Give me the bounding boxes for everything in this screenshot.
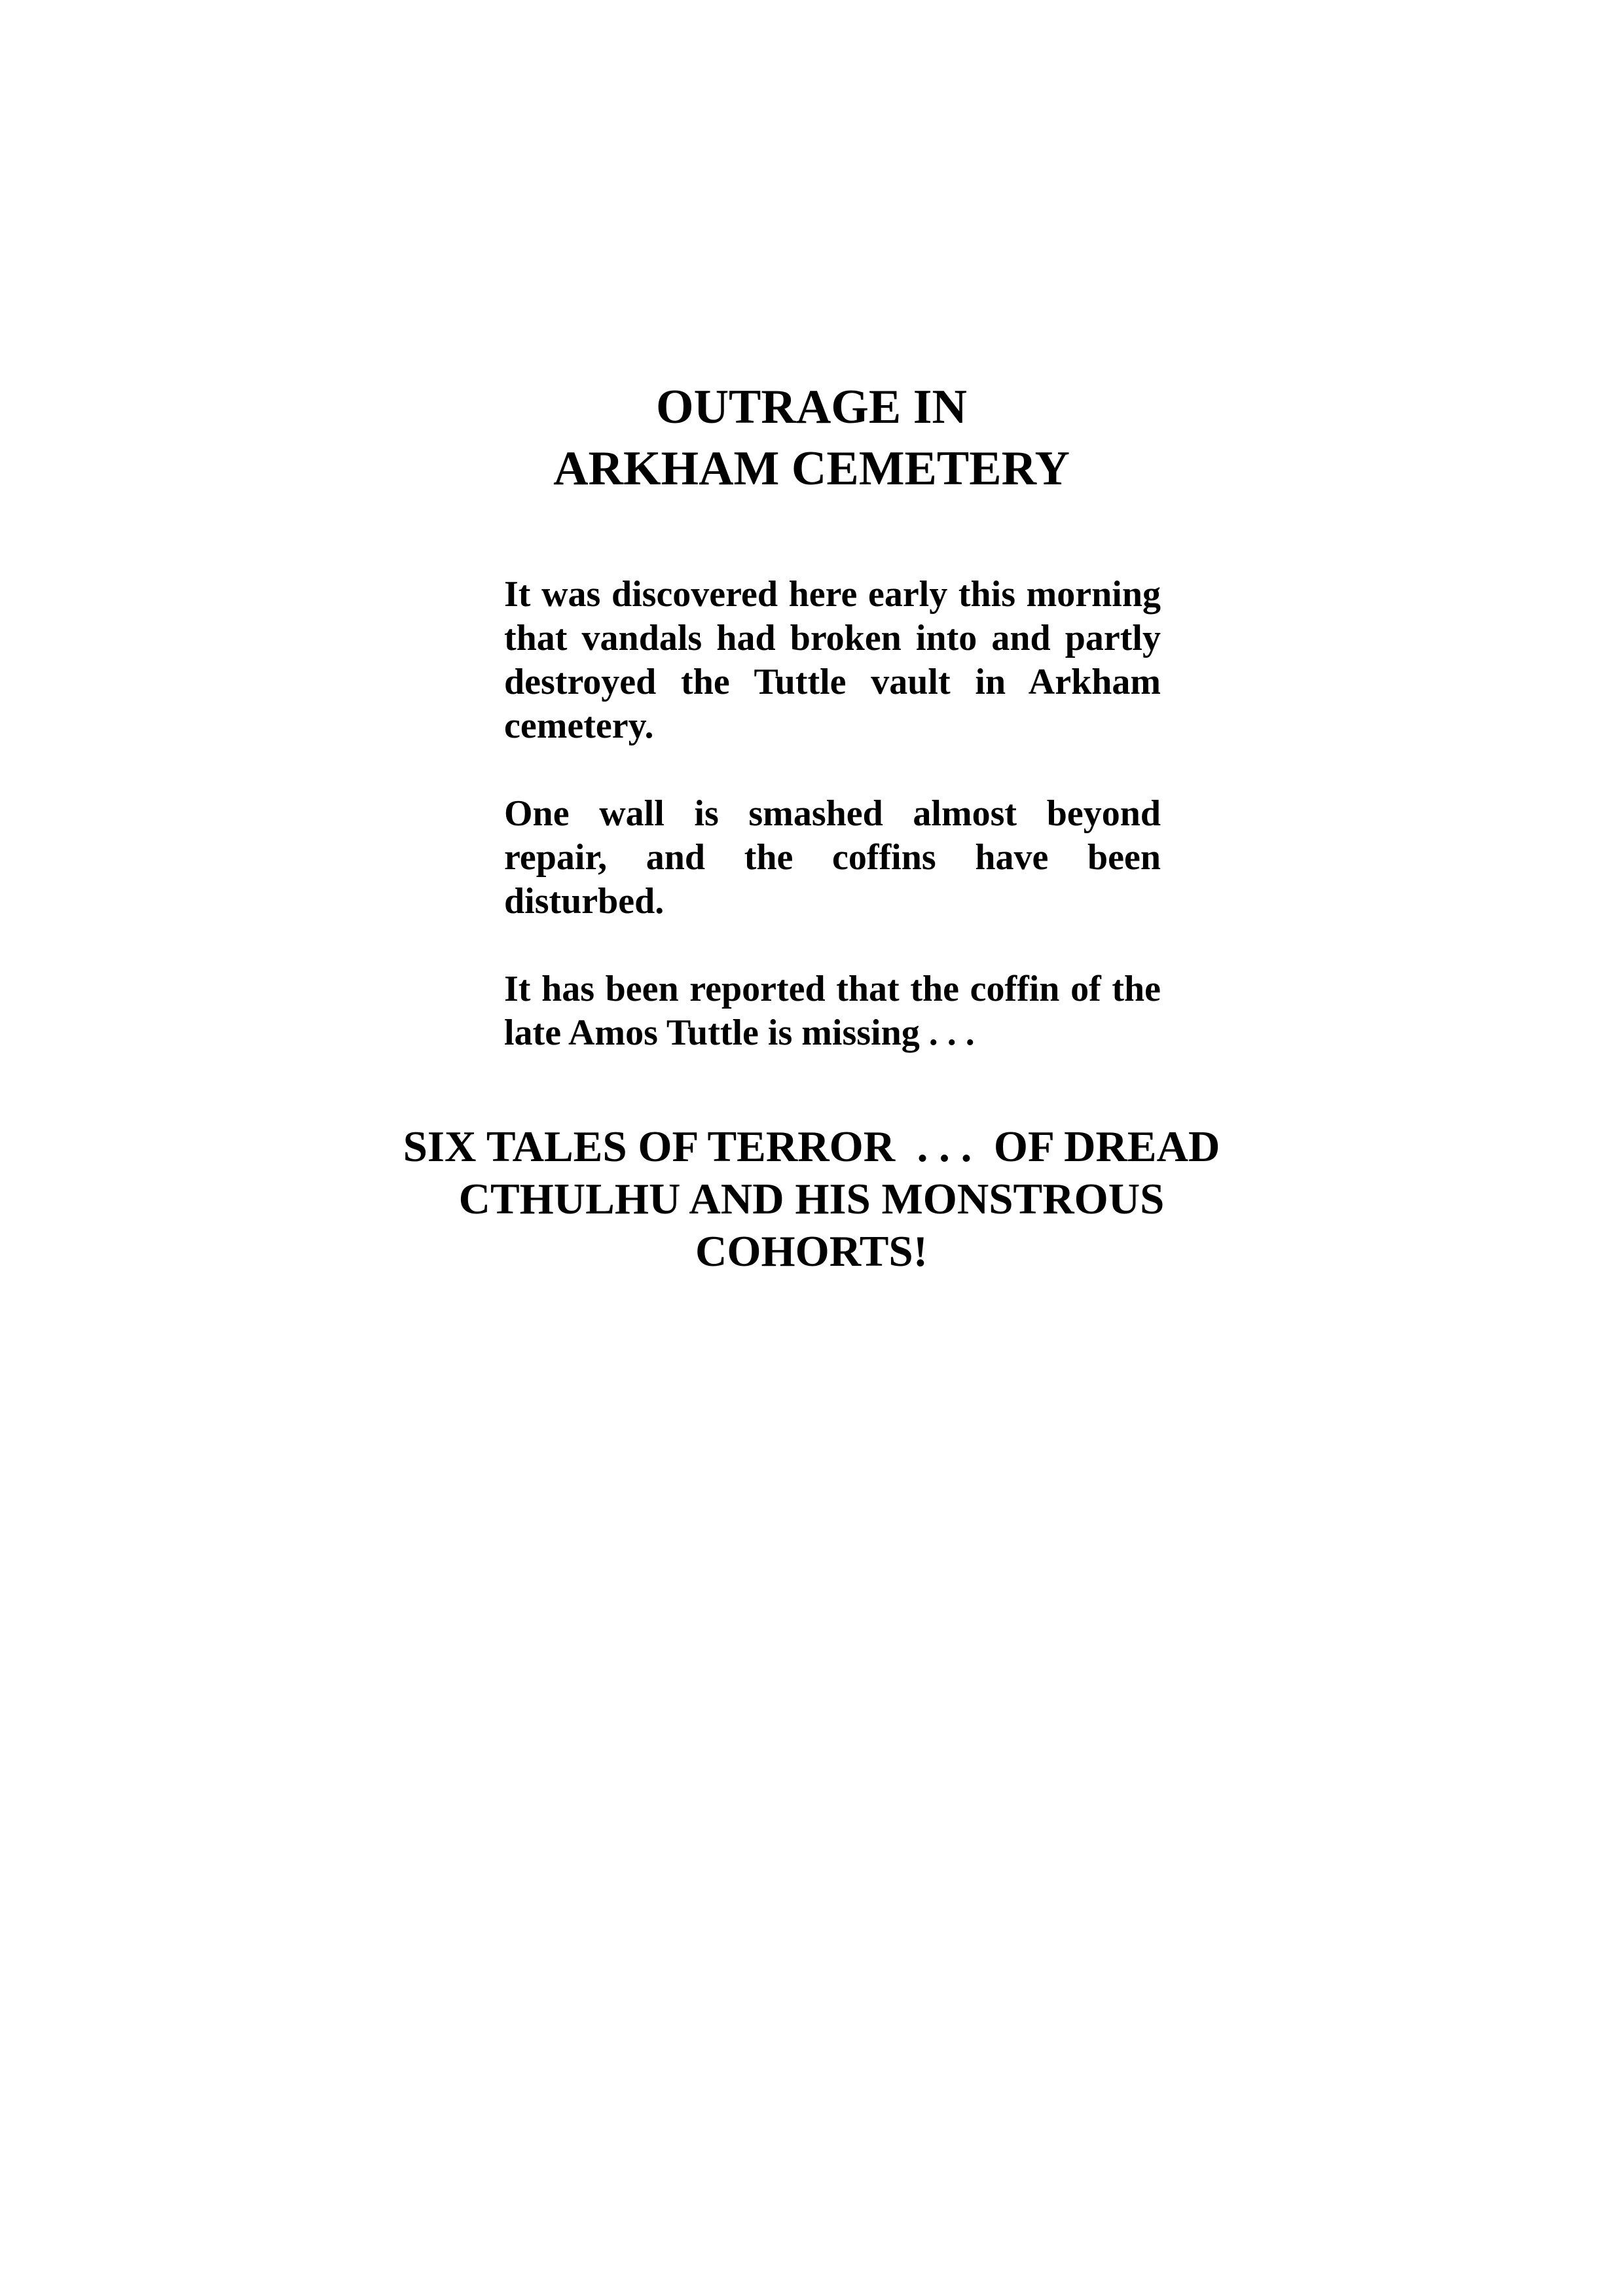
tagline-line-3: COHORTS! [695,1227,928,1276]
paragraph-missing-coffin: It has been reported that the coffin of the late Amos Tuttle is missing . . . [504,969,1161,1053]
title-line-1: OUTRAGE IN [656,380,967,434]
paragraph-damage: One wall is smashed almost beyond repair, and the coffins have been disturbed. [504,793,1161,922]
paragraph-discovery: It was discovered here early this morning that vandals had broken into and partly destroyed the Tuttle vault in Arkham cemetery. [504,574,1161,746]
tagline [0,1121,1623,1278]
tagline-line-1: SIX TALES OF TERROR . . . OF DREAD [403,1122,1220,1171]
news-body [504,573,1161,1099]
tagline-line-2: CTHULHU AND HIS MONSTROUS [458,1175,1165,1223]
page-title [0,376,1623,499]
title-line-2: ARKHAM CEMETERY [553,442,1070,495]
